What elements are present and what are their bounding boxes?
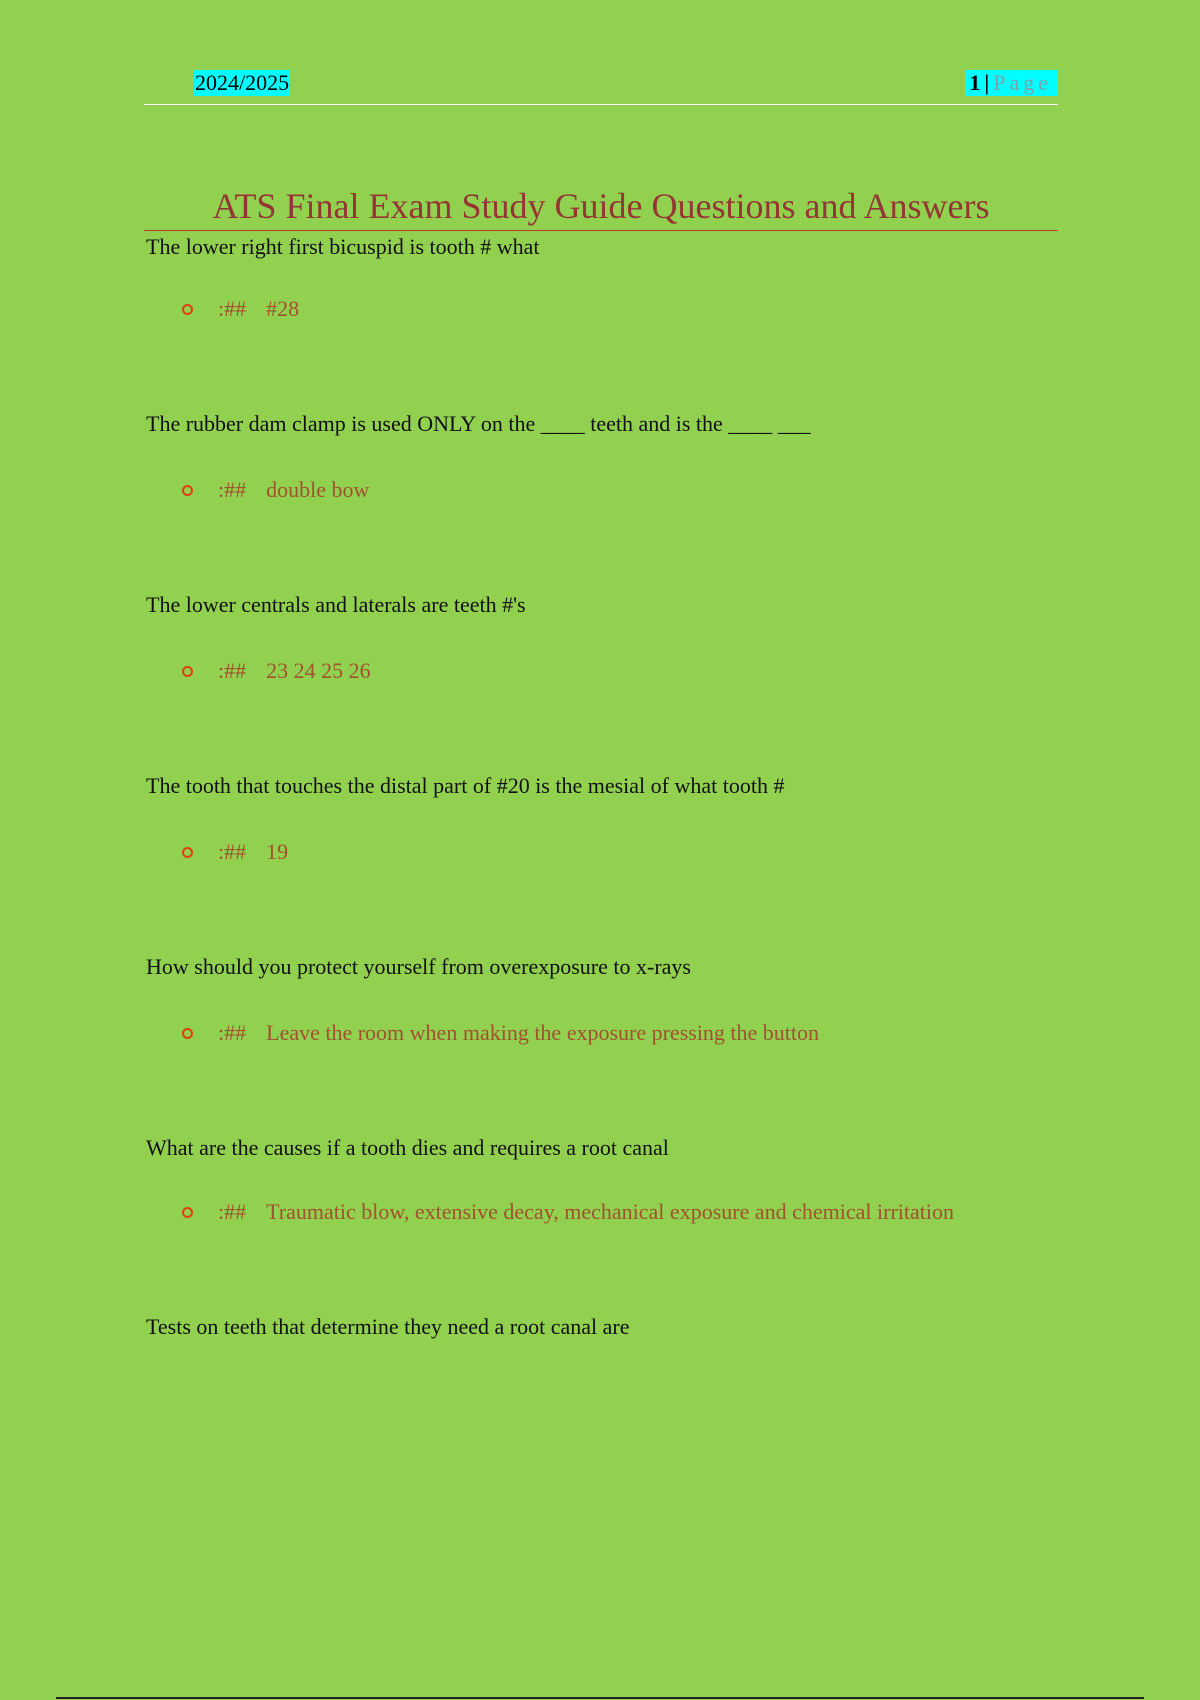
question: The lower right first bicuspid is tooth # what <box>146 234 540 259</box>
answer-item <box>146 462 1046 518</box>
page-header <box>144 66 1058 105</box>
answer-prefix: :## <box>218 658 247 683</box>
question: What are the causes if a tooth dies and requires a root canal <box>146 1135 669 1160</box>
circle-bullet-icon <box>182 666 193 677</box>
circle-bullet-icon <box>182 1028 193 1039</box>
answer-item <box>146 1005 1046 1061</box>
page-number-label <box>965 70 1058 96</box>
header-year: 2024/2025 <box>195 70 290 95</box>
circle-bullet-icon <box>182 485 193 496</box>
answer-item <box>146 281 1046 337</box>
footer-divider <box>56 1697 1144 1699</box>
circle-bullet-icon <box>182 1207 193 1218</box>
answer-text: double bow <box>266 477 370 502</box>
answer-text: Traumatic blow, extensive decay, mechanical exposure and chemical irritation <box>266 1199 954 1224</box>
question: The rubber dam clamp is used ONLY on the ____ teeth and is the ____ ___ <box>146 411 811 436</box>
page-word: Page <box>993 70 1052 95</box>
answer-text: #28 <box>266 296 300 321</box>
page-separator: | <box>984 70 990 95</box>
question: How should you protect yourself from overexposure to x-rays <box>146 954 691 979</box>
answer-prefix: :## <box>218 839 247 864</box>
answer-prefix: :## <box>218 477 247 502</box>
answer-item <box>146 1184 1046 1240</box>
question: Tests on teeth that determine they need a root canal are <box>146 1314 630 1339</box>
question: The tooth that touches the distal part of #20 is the mesial of what tooth # <box>146 773 785 798</box>
qa-list <box>146 232 1046 1342</box>
circle-bullet-icon <box>182 304 193 315</box>
answer-text: 23 24 25 26 <box>266 658 371 683</box>
answer-item <box>146 824 1046 880</box>
answer-text: Leave the room when making the exposure pressing the button <box>266 1020 820 1045</box>
page-number: 1 <box>969 70 981 95</box>
answer-text: 19 <box>266 839 289 864</box>
answer-prefix: :## <box>218 1020 247 1045</box>
answer-prefix: :## <box>218 1199 247 1224</box>
question: The lower centrals and laterals are teeth #'s <box>146 592 526 617</box>
answer-item <box>146 643 1046 699</box>
circle-bullet-icon <box>182 847 193 858</box>
document-title: ATS Final Exam Study Guide Questions and Answers <box>144 182 1058 231</box>
answer-prefix: :## <box>218 296 247 321</box>
